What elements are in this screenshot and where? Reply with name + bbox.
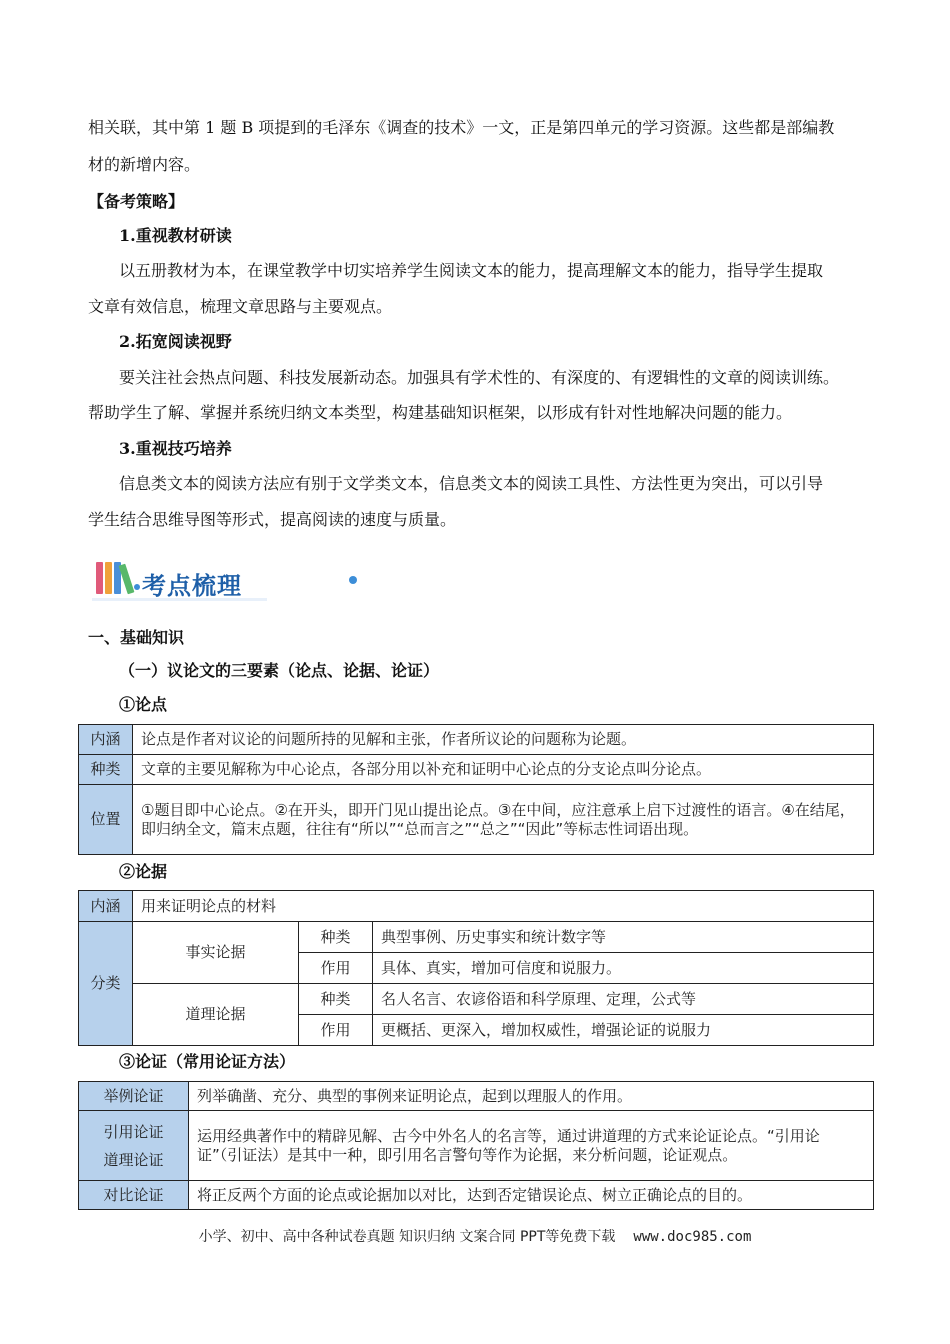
lunzheng-text: 将正反两个方面的论点或论据加以对比，达到否定错误论点、树立正确论点的目的。 <box>189 1181 874 1210</box>
strategy-item-2-line-2: 帮助学生了解、掌握并系统归纳文本类型，构建基础知识框架，以形成有针对性地解决问题的能力。 <box>88 403 793 422</box>
lundian-label: 内涵 <box>79 725 133 755</box>
lunzheng-label: 举例论证 <box>79 1082 189 1111</box>
daoli-kind-text: 名人名言、农谚俗语和科学原理、定理，公式等 <box>373 984 874 1015</box>
table-row <box>79 755 874 785</box>
shishi-kind-label: 种类 <box>299 922 373 953</box>
lunzheng-label-2: 道理论证 <box>103 1150 164 1169</box>
lunzheng-table <box>78 1081 874 1210</box>
daoli-kind-label: 种类 <box>299 984 373 1015</box>
footer-text: 小学、初中、高中各种试卷真题 知识归纳 文案合同 PPT等免费下载 <box>198 1229 616 1245</box>
strategy-item-3-line-1: 信息类文本的阅读方法应有别于文学类文本，信息类文本的阅读工具性、方法性更为突出，可以引导 <box>119 474 824 493</box>
table-row <box>79 725 874 755</box>
table-row <box>79 1181 874 1210</box>
lunju-neihan-label: 内涵 <box>79 891 133 922</box>
lunju-heading: ②论据 <box>119 862 168 881</box>
daoli-use-label: 作用 <box>299 1015 373 1046</box>
lunju-fenlei-label: 分类 <box>79 922 133 1046</box>
lunju-neihan-text: 用来证明论点的材料 <box>133 891 874 922</box>
daoli-use-text: 更概括、更深入，增加权威性，增强论证的说服力 <box>373 1015 874 1046</box>
lundian-text: 论点是作者对议论的问题所持的见解和主张，作者所议论的问题称为论题。 <box>133 725 874 755</box>
shishi-use-text: 具体、真实，增加可信度和说服力。 <box>373 953 874 984</box>
shishi-name: 事实论据 <box>133 922 299 984</box>
table-row <box>79 984 874 1015</box>
footer-url[interactable]: www.doc985.com <box>633 1229 752 1245</box>
table-row <box>79 922 874 953</box>
lunzheng-label-double <box>79 1111 189 1181</box>
shishi-use-label: 作用 <box>299 953 373 984</box>
banner-title: 考点梳理 <box>142 572 242 600</box>
lundian-text: 文章的主要见解称为中心论点，各部分用以补充和证明中心论点的分支论点叫分论点。 <box>133 755 874 785</box>
daoli-name: 道理论据 <box>133 984 299 1046</box>
strategy-item-2-line-1: 要关注社会热点问题、科技发展新动态。加强具有学术性的、有深度的、有逻辑性的文章的阅读训练。 <box>119 368 840 387</box>
lunju-table <box>78 890 874 1046</box>
lunzheng-text: 运用经典著作中的精辟见解、古今中外名人的名言等，通过讲道理的方式来论证论点。“引用论证”（引证法）是其中一种，即引用名言警句等作为论据，来分析问题，论证观点。 <box>189 1111 874 1181</box>
strategy-item-3-title: 3.重视技巧培养 <box>119 439 232 458</box>
intro-line-2: 材的新增内容。 <box>88 155 201 174</box>
lundian-table <box>78 724 874 855</box>
lundian-heading: ①论点 <box>119 695 168 714</box>
lunzheng-label: 对比论证 <box>79 1181 189 1210</box>
strategy-item-1-title: 1.重视教材研读 <box>119 226 232 245</box>
lundian-label: 位置 <box>79 785 133 855</box>
lunzheng-text: 列举确凿、充分、典型的事例来证明论点，起到以理服人的作用。 <box>189 1082 874 1111</box>
section-banner <box>92 558 282 602</box>
strategy-item-3-line-2: 学生结合思维导图等形式，提高阅读的速度与质量。 <box>88 510 457 529</box>
table-row <box>79 785 874 855</box>
table-row <box>79 891 874 922</box>
intro-line-1: 相关联，其中第 1 题 B 项提到的毛泽东《调查的技术》一文，正是第四单元的学习资源。这些都是部编教 <box>88 118 835 137</box>
shishi-kind-text: 典型事例、历史事实和统计数字等 <box>373 922 874 953</box>
lunzheng-label-1: 引用论证 <box>103 1122 164 1141</box>
strategy-item-1-line-1: 以五册教材为本，在课堂教学中切实培养学生阅读文本的能力，提高理解文本的能力，指导学生提取 <box>119 261 824 280</box>
lunzheng-heading: ③论证（常用论证方法） <box>119 1052 296 1071</box>
section-1-heading: 一、基础知识 <box>88 628 185 647</box>
page-footer <box>0 1226 950 1246</box>
strategy-item-2-title: 2.拓宽阅读视野 <box>119 332 232 351</box>
table-row <box>79 1082 874 1111</box>
table-row <box>79 1111 874 1181</box>
lundian-text: ①题目即中心论点。②在开头，即开门见山提出论点。③在中间，应注意承上启下过渡性的语言。④在结尾，即归纳全文，篇末点题，往往有“所以”“总而言之”“总之”“因此”等标志性词语出现。 <box>133 785 874 855</box>
strategy-heading: 【备考策略】 <box>88 192 185 211</box>
lundian-label: 种类 <box>79 755 133 785</box>
section-1-sub-heading: （一）议论文的三要素（论点、论据、论证） <box>119 661 440 680</box>
strategy-item-1-line-2: 文章有效信息，梳理文章思路与主要观点。 <box>88 297 393 316</box>
